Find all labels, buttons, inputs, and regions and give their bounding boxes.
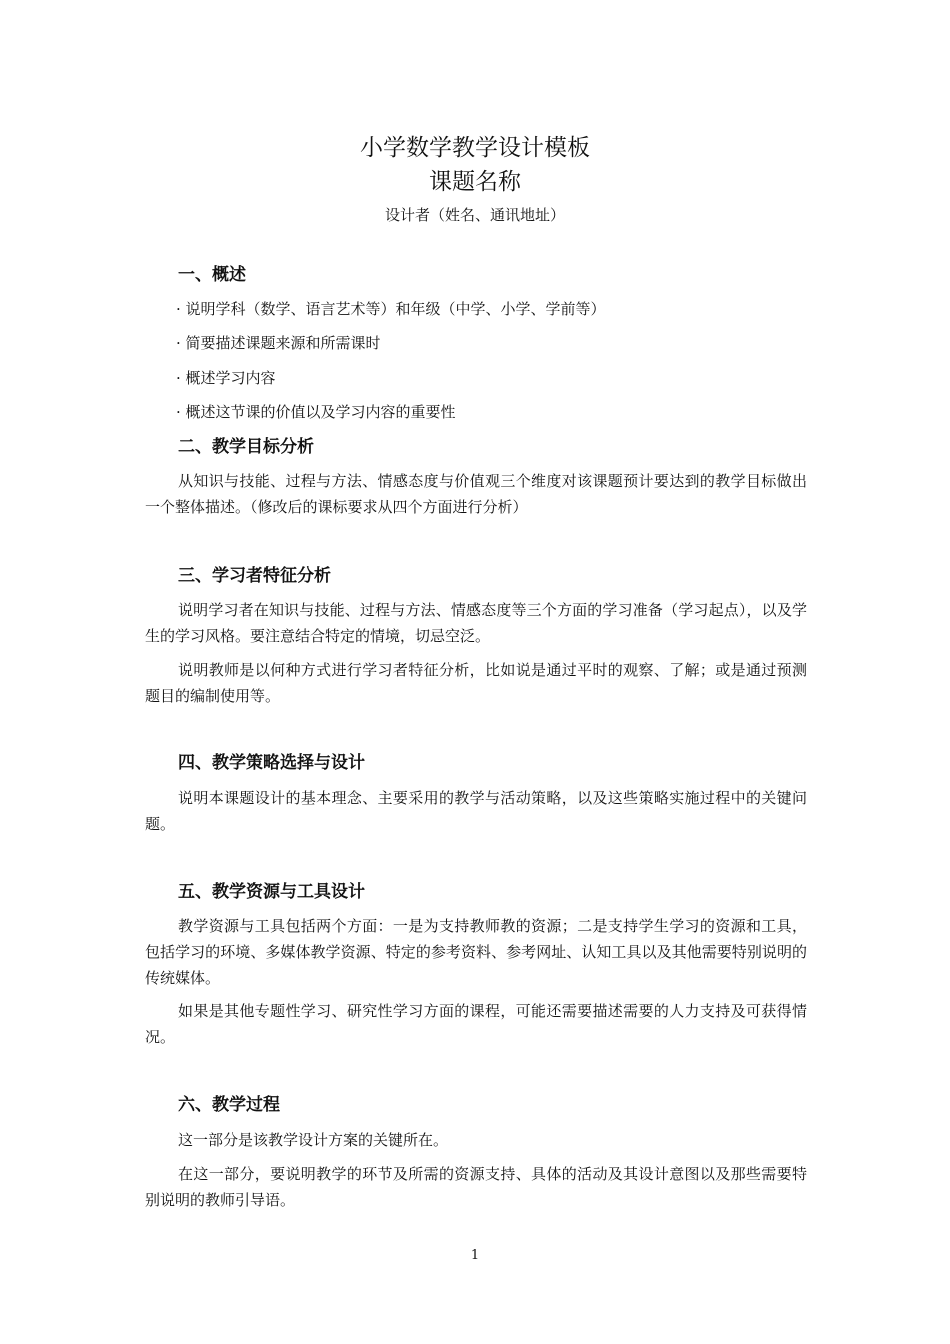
body-paragraph: 说明本课题设计的基本理念、主要采用的教学与活动策略，以及这些策略实施过程中的关键问题。 — [145, 789, 807, 833]
body-paragraph: 说明学习者在知识与技能、过程与方法、情感态度等三个方面的学习准备（学习起点），以及学生的学习风格。要注意结合特定的情境，切忌空泛。 — [145, 601, 807, 645]
section-heading-strategy: 四、教学策略选择与设计 — [178, 753, 365, 773]
section-heading-overview: 一、概述 — [178, 265, 246, 285]
body-paragraph: 教学资源与工具包括两个方面：一是为支持教师教的资源；二是支持学生学习的资源和工具，包括学习的环境、多媒体教学资源、特定的参考资料、参考网址、认知工具以及其他需要特别说明的传统媒体。 — [145, 917, 807, 987]
document-subtitle: 课题名称 — [429, 169, 521, 195]
body-paragraph: 从知识与技能、过程与方法、情感态度与价值观三个维度对该课题预计要达到的教学目标做出一个整体描述。（修改后的课标要求从四个方面进行分析） — [145, 472, 807, 516]
body-paragraph: 说明教师是以何种方式进行学习者特征分析，比如说是通过平时的观察、了解；或是通过预测题目的编制使用等。 — [145, 661, 807, 705]
body-paragraph: 这一部分是该教学设计方案的关键所在。 — [178, 1131, 449, 1149]
bullet-item: · 说明学科（数学、语言艺术等）和年级（中学、小学、学前等） — [176, 300, 606, 318]
body-paragraph: 在这一部分，要说明教学的环节及所需的资源支持、具体的活动及其设计意图以及那些需要特别说明的教师引导语。 — [145, 1165, 807, 1209]
section-heading-process: 六、教学过程 — [178, 1095, 280, 1115]
page-number: 1 — [470, 1248, 480, 1263]
document-title: 小学数学教学设计模板 — [360, 135, 590, 161]
section-heading-resources: 五、教学资源与工具设计 — [178, 882, 365, 902]
section-heading-objectives: 二、教学目标分析 — [178, 437, 314, 457]
body-paragraph: 如果是其他专题性学习、研究性学习方面的课程，可能还需要描述需要的人力支持及可获得情况。 — [145, 1002, 807, 1046]
author-line: 设计者（姓名、通讯地址） — [384, 206, 565, 224]
bullet-item: · 简要描述课题来源和所需课时 — [176, 334, 381, 352]
bullet-item: · 概述这节课的价值以及学习内容的重要性 — [176, 403, 456, 421]
section-heading-learner-analysis: 三、学习者特征分析 — [178, 566, 331, 586]
bullet-item: · 概述学习内容 — [176, 369, 276, 387]
